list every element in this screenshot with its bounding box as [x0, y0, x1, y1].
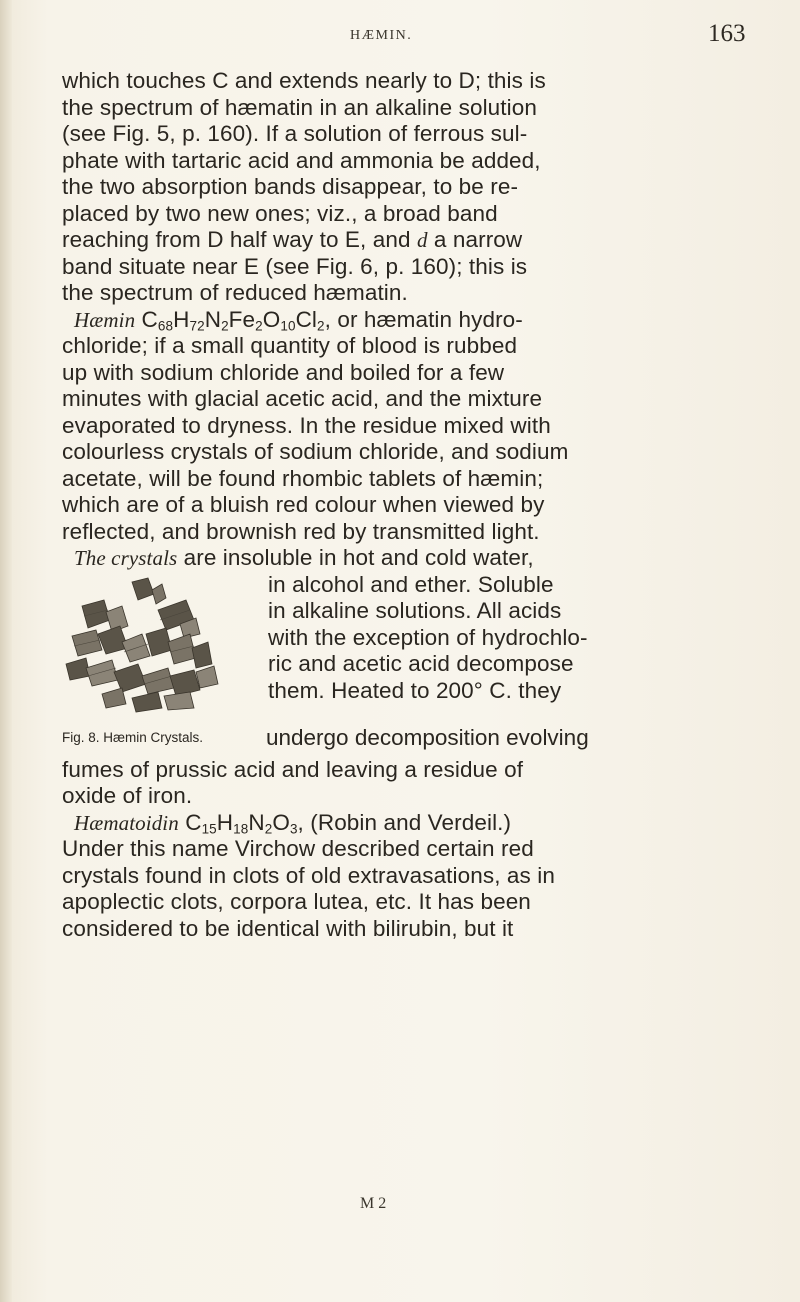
- text-line: [62, 227, 742, 254]
- text-line: [62, 545, 742, 572]
- text-line: with the exception of hydrochlo-: [268, 624, 588, 650]
- formula-haematoidin: $C_{15}H_{18}N_2O_3$: [185, 809, 298, 836]
- text-line: the spectrum of reduced hæmatin.: [62, 280, 408, 305]
- text-line: apoplectic clots, corpora lutea, etc. It has been: [62, 889, 531, 914]
- text-line: acetate, will be found rhombic tablets of hæmin;: [62, 465, 544, 491]
- text-line: the spectrum of hæmatin in an alkaline solution: [62, 94, 537, 120]
- text-line: undergo decomposition evolving: [266, 724, 589, 750]
- text-line: in alkaline solutions. All acids: [268, 598, 562, 623]
- text-line: reflected, and brownish red by transmitted light.: [62, 518, 540, 544]
- text-line: chloride; if a small quantity of blood is rubbed: [62, 333, 518, 358]
- haemin-crystals-illustration: [62, 576, 262, 716]
- figure-caption: Fig. 8. Hæmin Crystals.: [62, 729, 204, 745]
- signature-mark: M 2: [360, 1195, 387, 1212]
- term-crystals: The crystals: [74, 546, 178, 570]
- text-fragment: reaching from D half way to E, and: [62, 227, 411, 252]
- text-line: crystals found in clots of old extravasations, as in: [62, 862, 555, 888]
- text-line: fumes of prussic acid and leaving a residue of: [62, 756, 524, 782]
- running-head: HÆMIN.: [350, 28, 413, 43]
- term-haemin: Hæmin: [74, 307, 136, 332]
- text-line: [62, 307, 742, 334]
- text-line: evaporated to dryness. In the residue mixed with: [62, 412, 551, 438]
- figure-block: [62, 572, 742, 757]
- text-line: ric and acetic acid decompose: [268, 651, 574, 676]
- text-line: in alcohol and ether. Soluble: [268, 571, 554, 597]
- text-line: colourless crystals of sodium chloride, and sodium: [62, 439, 569, 464]
- text-line: them. Heated to 200° C. they: [268, 677, 562, 703]
- text-line: up with sodium chloride and boiled for a few: [62, 359, 505, 385]
- formula-haemin: $C_{68}H_{72}N_2Fe_2O_{10}Cl_2$: [141, 306, 325, 333]
- text-line: minutes with glacial acetic acid, and the mixture: [62, 386, 543, 411]
- text-line: the two absorption bands disappear, to be re-: [62, 174, 519, 199]
- italic-letter: d: [416, 228, 428, 252]
- text-fragment: are insoluble in hot and cold water,: [177, 545, 534, 570]
- text-fragment: , (Robin and Verdeil.): [297, 809, 512, 835]
- text-line: which touches C and extends nearly to D; this is: [62, 68, 546, 93]
- text-fragment: a narrow: [433, 227, 523, 252]
- page-gutter-shadow: [0, 0, 12, 1302]
- text-line: considered to be identical with bilirubin, but it: [62, 915, 514, 941]
- text-fragment: , or hæmatin hydro-: [324, 306, 523, 332]
- page-header: [0, 18, 800, 58]
- body-text: [62, 68, 742, 942]
- text-line: band situate near E (see Fig. 6, p. 160); this is: [62, 253, 528, 279]
- text-line: placed by two new ones; viz., a broad band: [62, 200, 498, 226]
- term-haematoidin: Hæmatoidin: [74, 810, 179, 835]
- text-line: oxide of iron.: [62, 783, 193, 808]
- text-line: [62, 810, 742, 837]
- wrapped-text: [268, 572, 748, 705]
- page-number: 163: [708, 20, 746, 47]
- text-line: which are of a bluish red colour when viewed by: [62, 492, 545, 517]
- text-line: Under this name Virchow described certain red: [62, 836, 534, 861]
- text-line: (see Fig. 5, p. 160). If a solution of ferrous sul-: [62, 121, 528, 146]
- text-line: phate with tartaric acid and ammonia be added,: [62, 147, 541, 173]
